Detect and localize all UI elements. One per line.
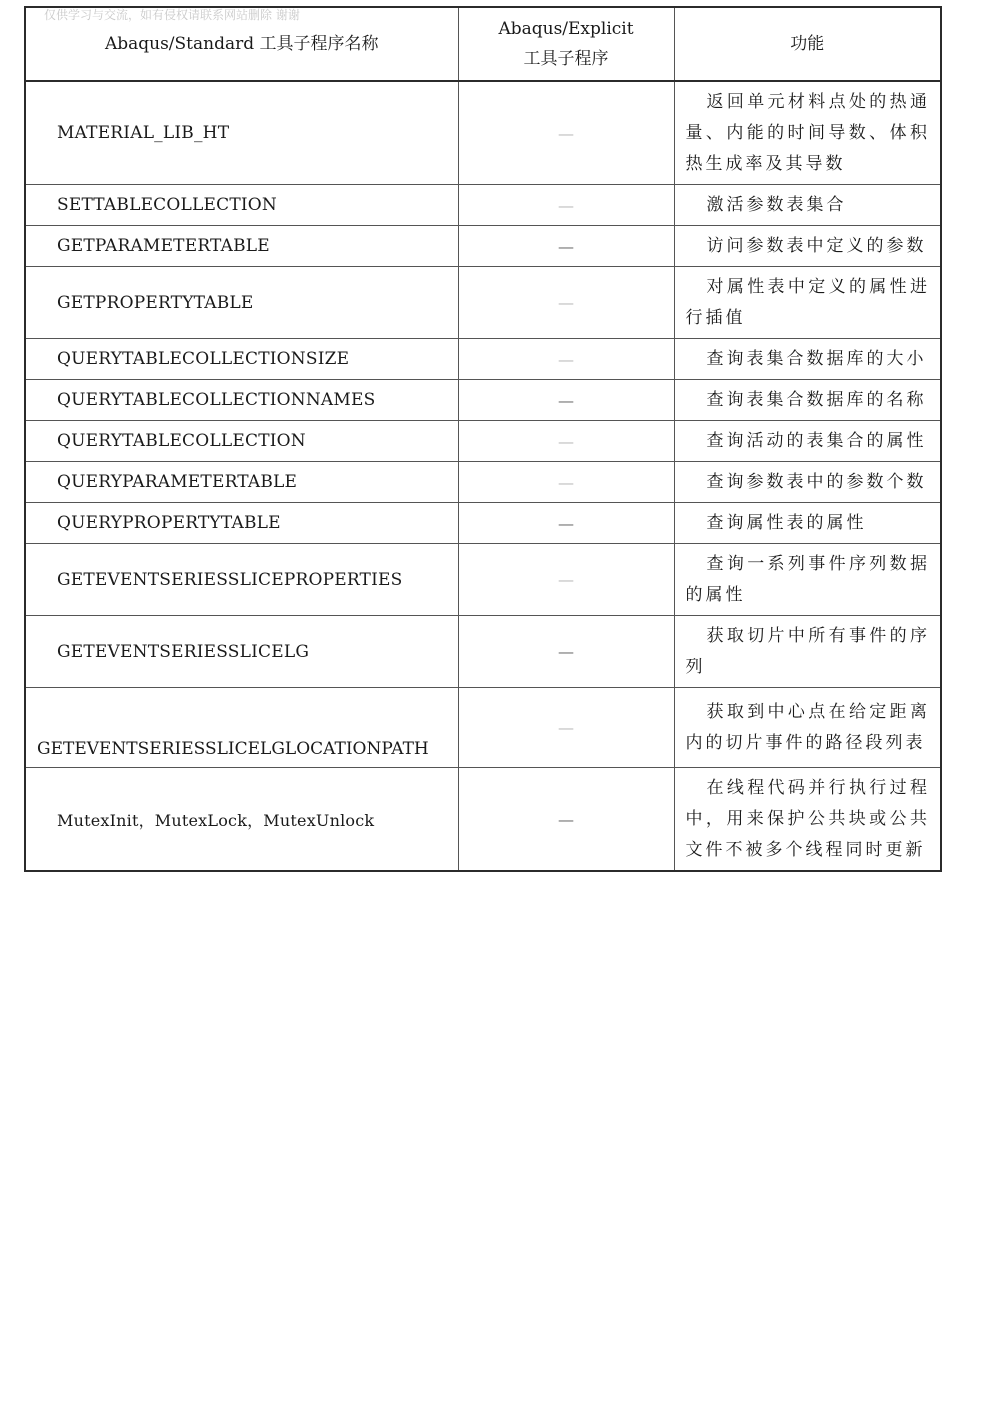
routine-function: 获取切片中所有事件的序列 — [674, 616, 941, 688]
routine-function: 激活参数表集合 — [674, 185, 941, 226]
routine-function: 访问参数表中定义的参数 — [674, 226, 941, 267]
routine-name: QUERYTABLECOLLECTIONNAMES — [25, 380, 458, 421]
routine-name: MATERIAL_LIB_HT — [25, 81, 458, 185]
explicit-equivalent: — — [458, 421, 674, 462]
routine-function: 查询参数表中的参数个数 — [674, 462, 941, 503]
table-row — [25, 339, 941, 380]
routine-name: GETPARAMETERTABLE — [25, 226, 458, 267]
routine-function: 查询一系列事件序列数据的属性 — [674, 544, 941, 616]
explicit-equivalent: — — [458, 544, 674, 616]
routine-name: QUERYTABLECOLLECTIONSIZE — [25, 339, 458, 380]
routine-name: GETEVENTSERIESSLICELG — [25, 616, 458, 688]
table-row — [25, 503, 941, 544]
header-explicit — [458, 7, 674, 81]
explicit-equivalent: — — [458, 267, 674, 339]
table-row — [25, 616, 941, 688]
header-explicit-line2: 工具子程序 — [523, 49, 609, 69]
table-row — [25, 267, 941, 339]
header-standard-name: Abaqus/Standard 工具子程序名称 — [25, 7, 458, 81]
routine-name: GETEVENTSERIESSLICELGLOCATIONPATH — [25, 688, 458, 768]
routine-function: 查询表集合数据库的大小 — [674, 339, 941, 380]
table-row — [25, 81, 941, 185]
routine-name: QUERYTABLECOLLECTION — [25, 421, 458, 462]
explicit-equivalent: — — [458, 768, 674, 872]
routine-name: MutexInit，MutexLock，MutexUnlock — [25, 768, 458, 872]
explicit-equivalent: — — [458, 185, 674, 226]
routine-name: SETTABLECOLLECTION — [25, 185, 458, 226]
table-row — [25, 226, 941, 267]
table-row — [25, 421, 941, 462]
routine-function: 查询活动的表集合的属性 — [674, 421, 941, 462]
explicit-equivalent: — — [458, 339, 674, 380]
table-row — [25, 768, 941, 872]
routine-name: QUERYPROPERTYTABLE — [25, 503, 458, 544]
table-row — [25, 688, 941, 768]
routine-function: 查询表集合数据库的名称 — [674, 380, 941, 421]
table-row — [25, 380, 941, 421]
table-header-row — [25, 7, 941, 81]
explicit-equivalent: — — [458, 462, 674, 503]
explicit-equivalent: — — [458, 226, 674, 267]
routine-name: GETEVENTSERIESSLICEPROPERTIES — [25, 544, 458, 616]
routine-function: 查询属性表的属性 — [674, 503, 941, 544]
routine-function: 获取到中心点在给定距离内的切片事件的路径段列表 — [674, 688, 941, 768]
table-row — [25, 462, 941, 503]
explicit-equivalent: — — [458, 616, 674, 688]
explicit-equivalent: — — [458, 380, 674, 421]
utility-routines-table — [24, 6, 942, 872]
header-explicit-line1: Abaqus/Explicit — [498, 19, 634, 39]
explicit-equivalent: — — [458, 503, 674, 544]
routine-name: GETPROPERTYTABLE — [25, 267, 458, 339]
table-row — [25, 544, 941, 616]
routine-function: 对属性表中定义的属性进行插值 — [674, 267, 941, 339]
explicit-equivalent: — — [458, 81, 674, 185]
watermark-text: 仅供学习与交流，如有侵权请联系网站删除 谢谢 — [44, 8, 300, 22]
table-row — [25, 185, 941, 226]
header-function: 功能 — [674, 7, 941, 81]
routine-function: 返回单元材料点处的热通量、内能的时间导数、体积热生成率及其导数 — [674, 81, 941, 185]
routine-function: 在线程代码并行执行过程中，用来保护公共块或公共文件不被多个线程同时更新 — [674, 768, 941, 872]
routine-name: QUERYPARAMETERTABLE — [25, 462, 458, 503]
explicit-equivalent: — — [458, 688, 674, 768]
